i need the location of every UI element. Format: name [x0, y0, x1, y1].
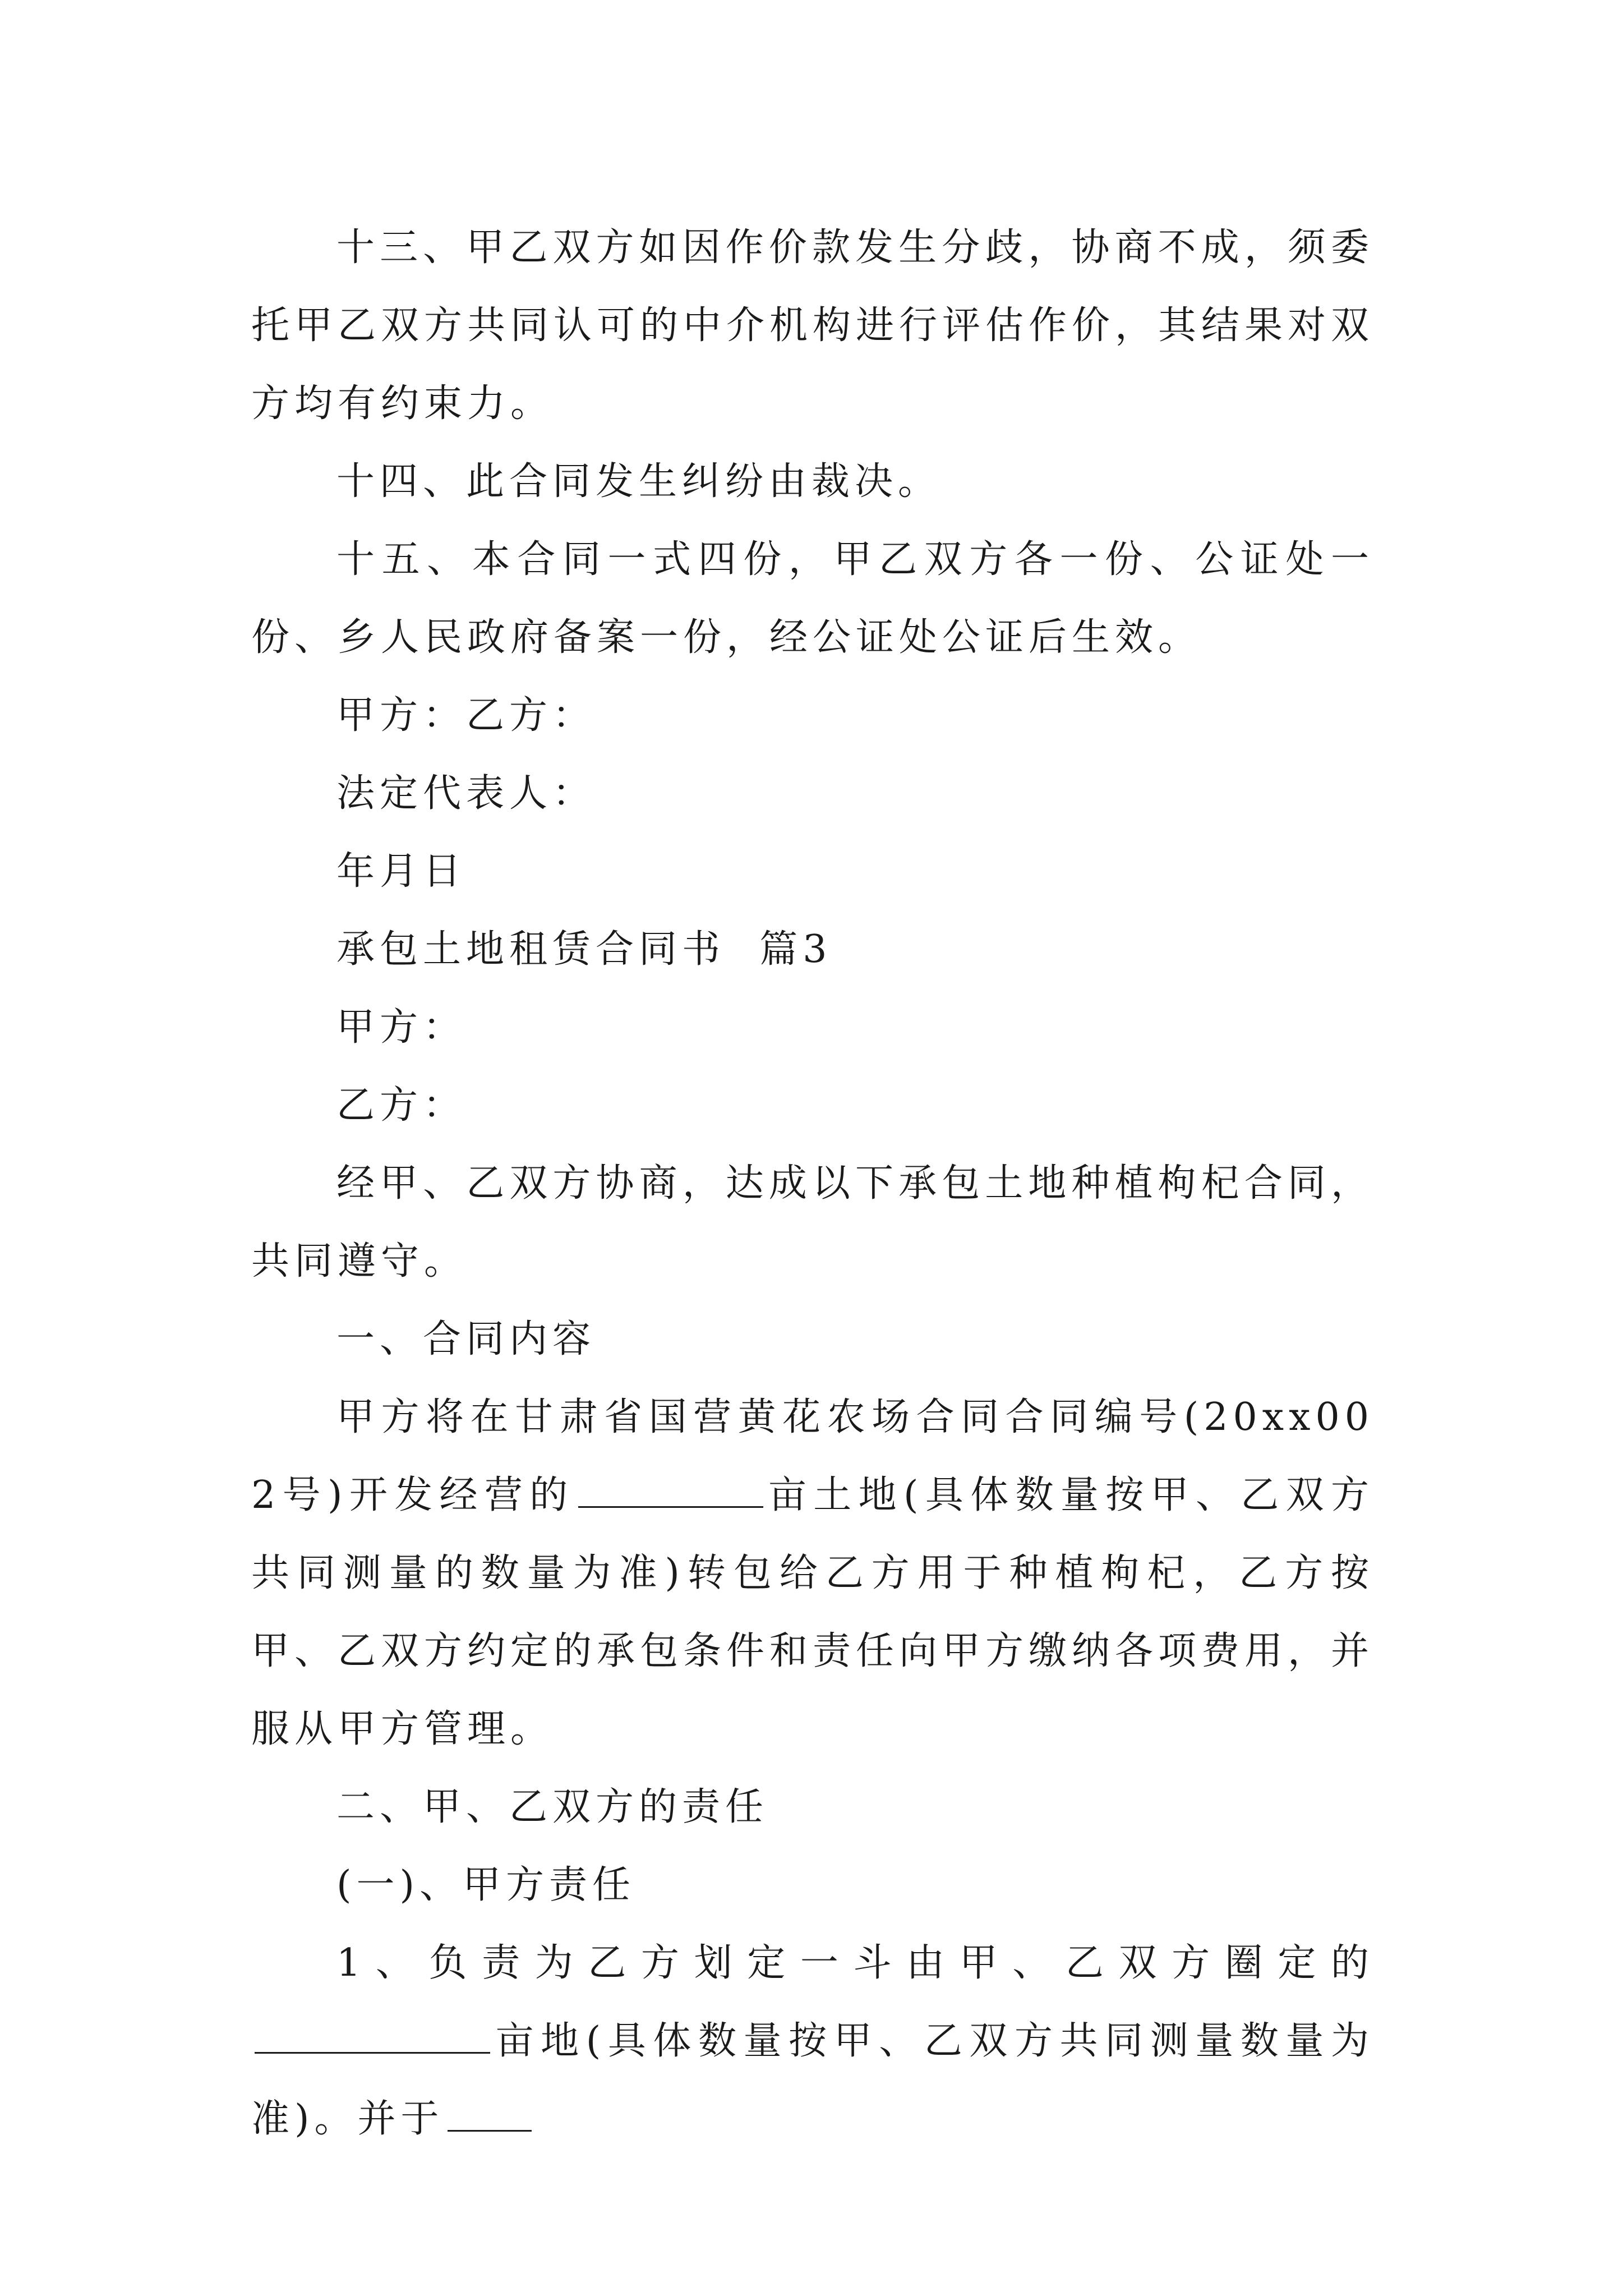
party-a-line: 甲方：	[336, 1005, 467, 1050]
contract-content-part1: 甲方将在甘肃省国营黄花农场合同合同编号(20xx002号)开发经营的	[251, 1395, 1374, 1517]
signature-parties: 甲方：乙方：	[336, 693, 596, 738]
clause-14: 十四、此合同发生纠纷由裁决。	[336, 459, 942, 504]
heading-responsibilities: 二、甲、乙双方的责任	[336, 1785, 769, 1829]
document-body	[251, 209, 1374, 2158]
party-b-line: 乙方：	[336, 1083, 467, 1128]
heading-contract-content: 一、合同内容	[336, 1317, 596, 1361]
acreage-blank	[578, 1467, 763, 1508]
date-line: 年月日	[336, 849, 467, 894]
clause-13: 十三、甲乙双方如因作价款发生分歧，协商不成，须委托甲乙双方共同认可的中介机构进行评估作价，其结果对双方均有约束力。	[251, 226, 1375, 426]
item-1-part2: 亩地(具体数量按甲、乙双方共同测量数量为准)。并于	[251, 2019, 1374, 2141]
plot-blank	[255, 2013, 490, 2054]
clause-15: 十五、本合同一式四份，甲乙双方各一份、公证处一份、乡人民政府备案一份，经公证处公证后生效。	[251, 537, 1374, 660]
agreement-intro: 经甲、乙双方协商，达成以下承包土地种植枸杞合同，共同遵守。	[251, 1161, 1374, 1283]
item-1-part1: 1、负责为乙方划定一斗由甲、乙双方圈定的	[336, 1941, 1374, 1985]
contract-content-part2: 亩土地(具体数量按甲、乙双方共同测量的数量为准)转包给乙方用于种植枸杞，乙方按甲、乙双方约定的承包条件和责任向甲方缴纳各项费用，并服从甲方管理。	[251, 1473, 1375, 1751]
heading-party-a-responsibility: (一)、甲方责任	[336, 1863, 636, 1907]
date-blank	[448, 2091, 532, 2132]
section-title: 承包土地租赁合同书 篇3	[336, 927, 832, 972]
contract-content-paragraph	[251, 1378, 1374, 1768]
responsibility-item-1	[251, 1924, 1374, 2158]
legal-representative: 法定代表人：	[336, 771, 596, 816]
